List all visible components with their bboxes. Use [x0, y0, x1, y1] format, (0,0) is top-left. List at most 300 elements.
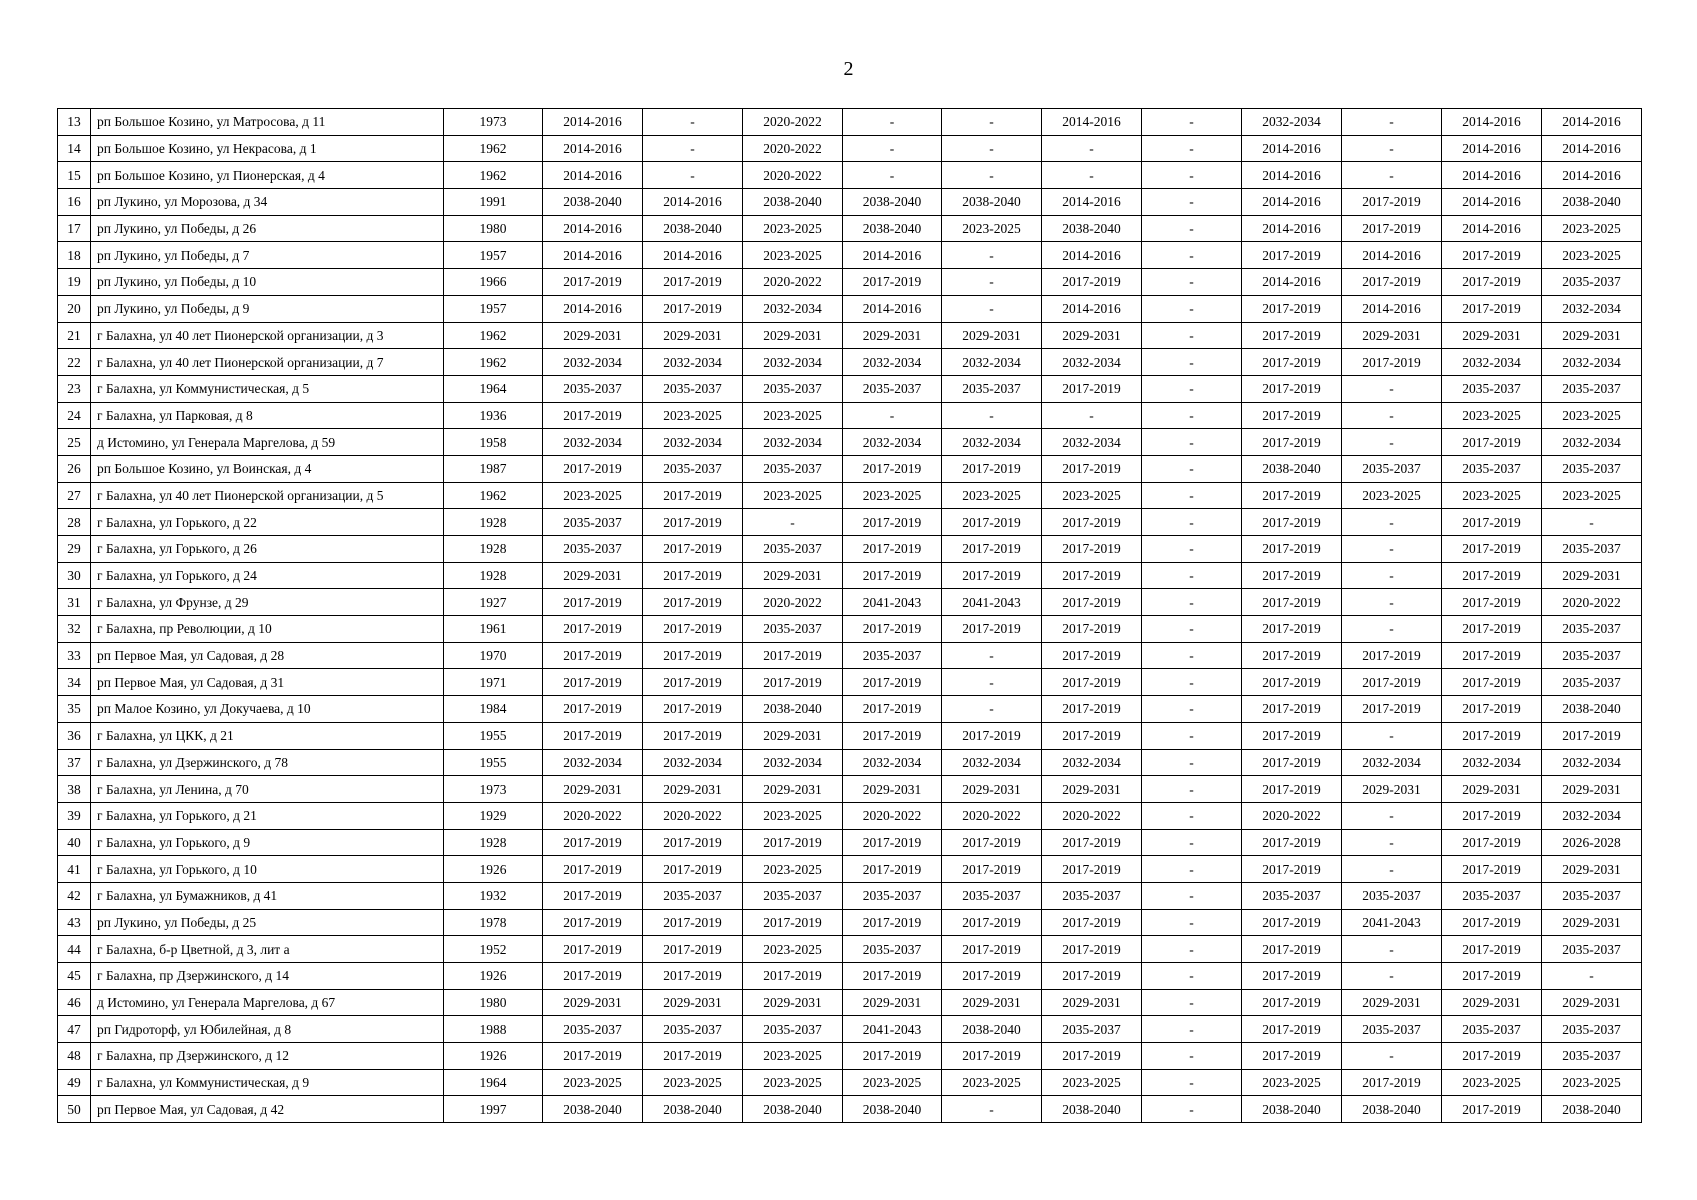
period-cell: 2035-2037 — [843, 642, 942, 669]
period-cell: 2035-2037 — [1542, 1016, 1642, 1043]
period-cell: 2017-2019 — [1442, 589, 1542, 616]
period-cell: - — [1142, 135, 1242, 162]
table-body — [58, 109, 1642, 1123]
period-cell: 2029-2031 — [1042, 776, 1142, 803]
address-cell: г Балахна, ул Горького, д 22 — [91, 509, 444, 536]
period-cell: 2017-2019 — [1042, 909, 1142, 936]
period-cell: - — [942, 109, 1042, 136]
address-cell: рп Большое Козино, ул Некрасова, д 1 — [91, 135, 444, 162]
period-cell: 2035-2037 — [1542, 455, 1642, 482]
period-cell: 2014-2016 — [1542, 135, 1642, 162]
row-number-cell: 44 — [58, 936, 91, 963]
period-cell: 2029-2031 — [1542, 909, 1642, 936]
year-built-cell: 1928 — [444, 536, 543, 563]
period-cell: 2017-2019 — [1442, 802, 1542, 829]
period-cell: 2032-2034 — [743, 349, 843, 376]
period-cell: 2020-2022 — [643, 802, 743, 829]
period-cell: - — [1142, 375, 1242, 402]
period-cell: 2035-2037 — [743, 455, 843, 482]
period-cell: 2035-2037 — [1542, 669, 1642, 696]
row-number-cell: 15 — [58, 162, 91, 189]
period-cell: 2017-2019 — [1442, 616, 1542, 643]
period-cell: 2038-2040 — [843, 1096, 942, 1123]
period-cell: 2029-2031 — [743, 722, 843, 749]
period-cell: 2023-2025 — [543, 482, 643, 509]
period-cell: - — [1142, 269, 1242, 296]
row-number-cell: 20 — [58, 295, 91, 322]
period-cell: - — [1142, 749, 1242, 776]
period-cell: 2029-2031 — [1542, 989, 1642, 1016]
period-cell: 2023-2025 — [643, 1069, 743, 1096]
period-cell: 2017-2019 — [1342, 189, 1442, 216]
period-cell: 2017-2019 — [1042, 722, 1142, 749]
period-cell: 2017-2019 — [743, 909, 843, 936]
period-cell: 2017-2019 — [543, 829, 643, 856]
period-cell: 2023-2025 — [743, 802, 843, 829]
period-cell: - — [1142, 322, 1242, 349]
address-cell: г Балахна, ул Парковая, д 8 — [91, 402, 444, 429]
address-cell: рп Первое Мая, ул Садовая, д 31 — [91, 669, 444, 696]
row-number-cell: 26 — [58, 455, 91, 482]
period-cell: 2017-2019 — [1242, 722, 1342, 749]
period-cell: - — [1042, 162, 1142, 189]
address-cell: рп Лукино, ул Морозова, д 34 — [91, 189, 444, 216]
year-built-cell: 1962 — [444, 135, 543, 162]
period-cell: 2017-2019 — [1242, 776, 1342, 803]
page-number: 2 — [843, 58, 854, 80]
period-cell: 2017-2019 — [543, 722, 643, 749]
table-row — [58, 1069, 1642, 1096]
period-cell: 2020-2022 — [1042, 802, 1142, 829]
period-cell: - — [1142, 963, 1242, 990]
table-row — [58, 189, 1642, 216]
year-built-cell: 1964 — [444, 375, 543, 402]
period-cell: 2020-2022 — [1242, 802, 1342, 829]
year-built-cell: 1926 — [444, 963, 543, 990]
row-number-cell: 30 — [58, 562, 91, 589]
period-cell: 2035-2037 — [1342, 1016, 1442, 1043]
row-number-cell: 16 — [58, 189, 91, 216]
year-built-cell: 1928 — [444, 509, 543, 536]
period-cell: 2038-2040 — [1542, 1096, 1642, 1123]
table-row — [58, 936, 1642, 963]
period-cell: 2029-2031 — [743, 776, 843, 803]
year-built-cell: 1997 — [444, 1096, 543, 1123]
period-cell: 2032-2034 — [1042, 429, 1142, 456]
period-cell: 2017-2019 — [1042, 455, 1142, 482]
address-cell: рп Лукино, ул Победы, д 7 — [91, 242, 444, 269]
period-cell: 2020-2022 — [743, 135, 843, 162]
period-cell: 2017-2019 — [843, 856, 942, 883]
period-cell: 2017-2019 — [1442, 242, 1542, 269]
period-cell: 2038-2040 — [1242, 1096, 1342, 1123]
period-cell: - — [942, 1096, 1042, 1123]
period-cell: 2017-2019 — [942, 722, 1042, 749]
period-cell: 2017-2019 — [543, 269, 643, 296]
period-cell: 2032-2034 — [1042, 349, 1142, 376]
period-cell: - — [942, 242, 1042, 269]
period-cell: - — [1342, 616, 1442, 643]
period-cell: 2017-2019 — [543, 589, 643, 616]
period-cell: 2023-2025 — [743, 856, 843, 883]
period-cell: 2029-2031 — [1442, 776, 1542, 803]
period-cell: 2029-2031 — [1042, 322, 1142, 349]
row-number-cell: 40 — [58, 829, 91, 856]
period-cell: 2029-2031 — [1042, 989, 1142, 1016]
period-cell: 2017-2019 — [643, 482, 743, 509]
period-cell: 2035-2037 — [743, 882, 843, 909]
row-number-cell: 49 — [58, 1069, 91, 1096]
period-cell: 2017-2019 — [1242, 295, 1342, 322]
period-cell: 2023-2025 — [743, 1043, 843, 1070]
period-cell: 2017-2019 — [1042, 589, 1142, 616]
period-cell: 2023-2025 — [743, 242, 843, 269]
row-number-cell: 50 — [58, 1096, 91, 1123]
period-cell: 2041-2043 — [843, 1016, 942, 1043]
period-cell: - — [942, 269, 1042, 296]
period-cell: 2017-2019 — [942, 963, 1042, 990]
period-cell: 2023-2025 — [1442, 1069, 1542, 1096]
address-cell: г Балахна, ул 40 лет Пионерской организации, д 7 — [91, 349, 444, 376]
row-number-cell: 31 — [58, 589, 91, 616]
period-cell: 2017-2019 — [543, 616, 643, 643]
address-cell: г Балахна, ул Горького, д 9 — [91, 829, 444, 856]
period-cell: 2017-2019 — [643, 829, 743, 856]
period-cell: 2035-2037 — [1442, 1016, 1542, 1043]
year-built-cell: 1987 — [444, 455, 543, 482]
address-cell: г Балахна, ул Горького, д 21 — [91, 802, 444, 829]
period-cell: 2035-2037 — [1442, 882, 1542, 909]
row-number-cell: 39 — [58, 802, 91, 829]
year-built-cell: 1988 — [444, 1016, 543, 1043]
table-row — [58, 802, 1642, 829]
period-cell: - — [1342, 936, 1442, 963]
period-cell: 2017-2019 — [843, 455, 942, 482]
period-cell: - — [643, 109, 743, 136]
period-cell: 2020-2022 — [843, 802, 942, 829]
period-cell: 2038-2040 — [543, 189, 643, 216]
period-cell: 2029-2031 — [1442, 989, 1542, 1016]
period-cell: 2032-2034 — [1242, 109, 1342, 136]
period-cell: 2029-2031 — [843, 989, 942, 1016]
period-cell: 2017-2019 — [1442, 829, 1542, 856]
period-cell: 2029-2031 — [743, 562, 843, 589]
period-cell: 2038-2040 — [743, 1096, 843, 1123]
period-cell: 2023-2025 — [1242, 1069, 1342, 1096]
period-cell: 2038-2040 — [1042, 1096, 1142, 1123]
table-row — [58, 776, 1642, 803]
period-cell: 2017-2019 — [1042, 642, 1142, 669]
period-cell: - — [1142, 482, 1242, 509]
period-cell: 2017-2019 — [643, 909, 743, 936]
period-cell: - — [1142, 722, 1242, 749]
period-cell: 2017-2019 — [1442, 642, 1542, 669]
period-cell: 2029-2031 — [942, 989, 1042, 1016]
period-cell: 2017-2019 — [743, 829, 843, 856]
period-cell: 2017-2019 — [543, 936, 643, 963]
table-row — [58, 162, 1642, 189]
period-cell: 2017-2019 — [743, 669, 843, 696]
period-cell: 2014-2016 — [1042, 109, 1142, 136]
period-cell: - — [1142, 776, 1242, 803]
period-cell: 2017-2019 — [643, 963, 743, 990]
period-cell: 2029-2031 — [743, 989, 843, 1016]
address-cell: рп Большое Козино, ул Матросова, д 11 — [91, 109, 444, 136]
period-cell: 2017-2019 — [643, 295, 743, 322]
table-row — [58, 536, 1642, 563]
period-cell: 2017-2019 — [1042, 936, 1142, 963]
period-cell: 2017-2019 — [1542, 722, 1642, 749]
table-row — [58, 135, 1642, 162]
period-cell: 2020-2022 — [743, 269, 843, 296]
address-cell: рп Большое Козино, ул Воинская, д 4 — [91, 455, 444, 482]
address-cell: рп Большое Козино, ул Пионерская, д 4 — [91, 162, 444, 189]
year-built-cell: 1952 — [444, 936, 543, 963]
period-cell: - — [843, 162, 942, 189]
period-cell: 2032-2034 — [1342, 749, 1442, 776]
period-cell: 2035-2037 — [1242, 882, 1342, 909]
period-cell: 2017-2019 — [942, 562, 1042, 589]
period-cell: - — [942, 162, 1042, 189]
period-cell: 2014-2016 — [643, 242, 743, 269]
period-cell: 2014-2016 — [1442, 189, 1542, 216]
period-cell: 2017-2019 — [543, 1043, 643, 1070]
period-cell: - — [1142, 509, 1242, 536]
row-number-cell: 37 — [58, 749, 91, 776]
period-cell: 2032-2034 — [643, 429, 743, 456]
table-row — [58, 882, 1642, 909]
year-built-cell: 1980 — [444, 989, 543, 1016]
period-cell: 2035-2037 — [1542, 1043, 1642, 1070]
period-cell: 2035-2037 — [1542, 375, 1642, 402]
period-cell: 2038-2040 — [743, 189, 843, 216]
period-cell: 2017-2019 — [1042, 696, 1142, 723]
address-cell: г Балахна, ул Ленина, д 70 — [91, 776, 444, 803]
period-cell: 2017-2019 — [543, 696, 643, 723]
period-cell: 2017-2019 — [1042, 509, 1142, 536]
period-cell: 2017-2019 — [843, 616, 942, 643]
period-cell: - — [1142, 1096, 1242, 1123]
year-built-cell: 1984 — [444, 696, 543, 723]
period-cell: - — [1142, 802, 1242, 829]
table-row — [58, 829, 1642, 856]
row-number-cell: 48 — [58, 1043, 91, 1070]
period-cell: 2032-2034 — [643, 349, 743, 376]
period-cell: - — [1142, 215, 1242, 242]
row-number-cell: 22 — [58, 349, 91, 376]
period-cell: - — [1142, 455, 1242, 482]
period-cell: 2029-2031 — [1542, 776, 1642, 803]
period-cell: 2032-2034 — [1442, 349, 1542, 376]
table-row — [58, 989, 1642, 1016]
period-cell: 2017-2019 — [543, 402, 643, 429]
year-built-cell: 1962 — [444, 349, 543, 376]
row-number-cell: 32 — [58, 616, 91, 643]
period-cell: 2032-2034 — [1042, 749, 1142, 776]
table-row — [58, 109, 1642, 136]
table-row — [58, 642, 1642, 669]
period-cell: 2017-2019 — [1442, 536, 1542, 563]
period-cell: 2017-2019 — [643, 589, 743, 616]
period-cell: - — [1342, 162, 1442, 189]
period-cell: 2023-2025 — [743, 482, 843, 509]
period-cell: 2017-2019 — [1242, 669, 1342, 696]
period-cell: 2017-2019 — [942, 936, 1042, 963]
period-cell: 2035-2037 — [1042, 882, 1142, 909]
period-cell: - — [1342, 402, 1442, 429]
table-row — [58, 909, 1642, 936]
period-cell: 2014-2016 — [1242, 215, 1342, 242]
period-cell: - — [843, 402, 942, 429]
period-cell: 2023-2025 — [1542, 242, 1642, 269]
period-cell: 2017-2019 — [942, 1043, 1042, 1070]
period-cell: 2023-2025 — [1042, 482, 1142, 509]
table-row — [58, 562, 1642, 589]
period-cell: 2035-2037 — [843, 882, 942, 909]
period-cell: 2014-2016 — [1242, 135, 1342, 162]
address-cell: г Балахна, ул Горького, д 10 — [91, 856, 444, 883]
period-cell: 2035-2037 — [543, 509, 643, 536]
row-number-cell: 25 — [58, 429, 91, 456]
period-cell: 2035-2037 — [1342, 455, 1442, 482]
period-cell: 2041-2043 — [843, 589, 942, 616]
table-row — [58, 375, 1642, 402]
period-cell: 2017-2019 — [543, 669, 643, 696]
period-cell: 2017-2019 — [543, 642, 643, 669]
period-cell: 2017-2019 — [1442, 295, 1542, 322]
period-cell: 2035-2037 — [543, 375, 643, 402]
period-cell: 2017-2019 — [942, 455, 1042, 482]
row-number-cell: 18 — [58, 242, 91, 269]
row-number-cell: 46 — [58, 989, 91, 1016]
period-cell: - — [1142, 936, 1242, 963]
period-cell: - — [1142, 696, 1242, 723]
period-cell: 2023-2025 — [1442, 402, 1542, 429]
period-cell: - — [1042, 402, 1142, 429]
period-cell: 2023-2025 — [1342, 482, 1442, 509]
period-cell: 2035-2037 — [543, 1016, 643, 1043]
period-cell: 2017-2019 — [1342, 696, 1442, 723]
period-cell: 2023-2025 — [942, 482, 1042, 509]
address-cell: г Балахна, пр Дзержинского, д 14 — [91, 963, 444, 990]
row-number-cell: 42 — [58, 882, 91, 909]
period-cell: - — [1142, 1069, 1242, 1096]
period-cell: 2017-2019 — [1242, 536, 1342, 563]
period-cell: 2014-2016 — [1242, 162, 1342, 189]
period-cell: - — [1142, 856, 1242, 883]
row-number-cell: 29 — [58, 536, 91, 563]
period-cell: 2017-2019 — [1042, 375, 1142, 402]
period-cell: 2017-2019 — [843, 669, 942, 696]
period-cell: 2029-2031 — [543, 989, 643, 1016]
period-cell: 2017-2019 — [1242, 1016, 1342, 1043]
period-cell: 2029-2031 — [1542, 562, 1642, 589]
period-cell: 2017-2019 — [1342, 669, 1442, 696]
period-cell: 2035-2037 — [1542, 269, 1642, 296]
period-cell: 2017-2019 — [643, 616, 743, 643]
table-row — [58, 455, 1642, 482]
period-cell: 2017-2019 — [543, 455, 643, 482]
period-cell: 2035-2037 — [1542, 882, 1642, 909]
period-cell: 2023-2025 — [543, 1069, 643, 1096]
period-cell: 2029-2031 — [543, 322, 643, 349]
year-built-cell: 1964 — [444, 1069, 543, 1096]
period-cell: 2017-2019 — [1242, 616, 1342, 643]
period-cell: 2017-2019 — [1042, 963, 1142, 990]
period-cell: 2014-2016 — [1542, 109, 1642, 136]
period-cell: 2017-2019 — [1442, 963, 1542, 990]
period-cell: - — [1142, 1043, 1242, 1070]
period-cell: 2032-2034 — [843, 349, 942, 376]
period-cell: 2017-2019 — [1442, 696, 1542, 723]
year-built-cell: 1971 — [444, 669, 543, 696]
address-cell: д Истомино, ул Генерала Маргелова, д 59 — [91, 429, 444, 456]
row-number-cell: 21 — [58, 322, 91, 349]
period-cell: 2017-2019 — [643, 536, 743, 563]
address-cell: рп Малое Козино, ул Докучаева, д 10 — [91, 696, 444, 723]
period-cell: 2017-2019 — [1442, 1096, 1542, 1123]
period-cell: - — [1142, 162, 1242, 189]
address-cell: г Балахна, ул Бумажников, д 41 — [91, 882, 444, 909]
period-cell: 2017-2019 — [1442, 722, 1542, 749]
period-cell: - — [1342, 802, 1442, 829]
period-cell: - — [1342, 509, 1442, 536]
period-cell: 2035-2037 — [643, 375, 743, 402]
table-row — [58, 1016, 1642, 1043]
period-cell: - — [1542, 963, 1642, 990]
address-cell: г Балахна, пр Дзержинского, д 12 — [91, 1043, 444, 1070]
period-cell: - — [1142, 1016, 1242, 1043]
period-cell: - — [1142, 536, 1242, 563]
address-cell: рп Лукино, ул Победы, д 26 — [91, 215, 444, 242]
row-number-cell: 34 — [58, 669, 91, 696]
period-cell: 2014-2016 — [1542, 162, 1642, 189]
row-number-cell: 28 — [58, 509, 91, 536]
period-cell: 2014-2016 — [843, 295, 942, 322]
period-cell: 2032-2034 — [942, 349, 1042, 376]
period-cell: 2017-2019 — [1242, 642, 1342, 669]
period-cell: - — [743, 509, 843, 536]
period-cell: 2032-2034 — [1542, 802, 1642, 829]
period-cell: 2017-2019 — [1042, 562, 1142, 589]
year-built-cell: 1927 — [444, 589, 543, 616]
period-cell: 2029-2031 — [1342, 322, 1442, 349]
period-cell: 2029-2031 — [843, 322, 942, 349]
address-cell: д Истомино, ул Генерала Маргелова, д 67 — [91, 989, 444, 1016]
period-cell: 2023-2025 — [942, 1069, 1042, 1096]
period-cell: 2029-2031 — [1542, 322, 1642, 349]
period-cell: 2017-2019 — [843, 722, 942, 749]
period-cell: - — [942, 669, 1042, 696]
period-cell: 2035-2037 — [1442, 455, 1542, 482]
period-cell: 2017-2019 — [1242, 963, 1342, 990]
period-cell: 2017-2019 — [942, 616, 1042, 643]
period-cell: - — [1342, 722, 1442, 749]
period-cell: 2023-2025 — [743, 402, 843, 429]
period-cell: - — [942, 696, 1042, 723]
table-row — [58, 856, 1642, 883]
period-cell: 2023-2025 — [1542, 215, 1642, 242]
period-cell: 2017-2019 — [843, 1043, 942, 1070]
period-cell: - — [1142, 882, 1242, 909]
period-cell: - — [942, 642, 1042, 669]
period-cell: 2023-2025 — [743, 936, 843, 963]
period-cell: 2017-2019 — [1042, 669, 1142, 696]
period-cell: 2017-2019 — [843, 509, 942, 536]
period-cell: 2032-2034 — [942, 429, 1042, 456]
period-cell: 2014-2016 — [1042, 189, 1142, 216]
row-number-cell: 38 — [58, 776, 91, 803]
